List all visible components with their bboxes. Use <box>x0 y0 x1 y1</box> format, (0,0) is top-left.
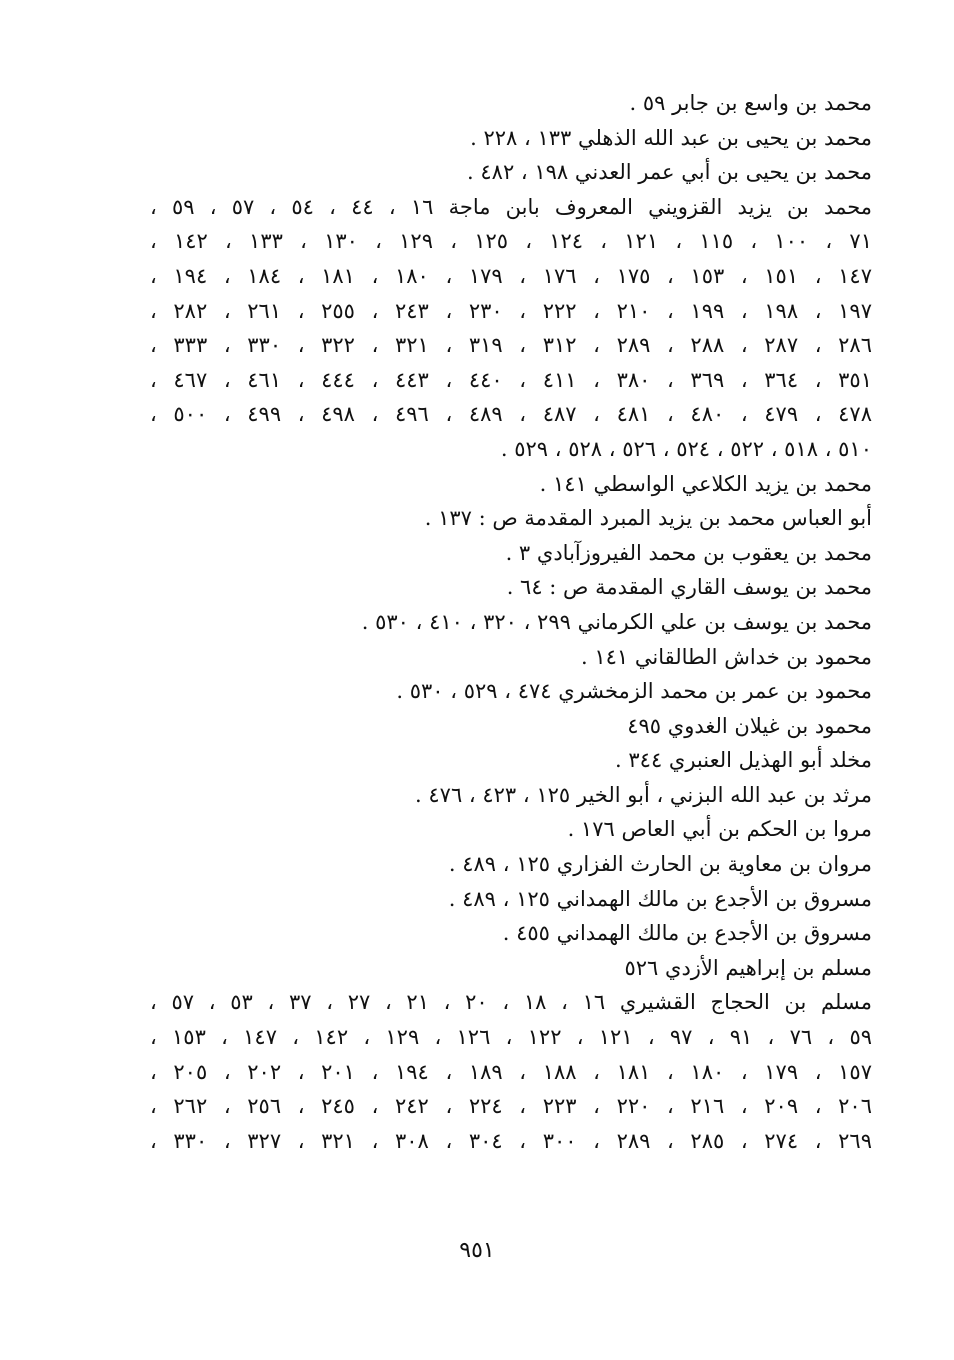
index-line: مسروق بن الأجدع بن مالك الهمداني ١٢٥ ، ٤٨٩ . <box>448 886 872 911</box>
index-line: محمد بن يوسف بن علي الكرماني ٢٩٩ ، ٣٢٠ ، ٤١٠ ، ٥٣٠ . <box>361 609 872 634</box>
index-line: محمود بن خداش الطالقاني ١٤١ . <box>581 644 872 669</box>
index-line: ٤٧٨ ، ٤٧٩ ، ٤٨٠ ، ٤٨١ ، ٤٨٧ ، ٤٨٩ ، ٤٩٦ ، ٤٩٨ ، ٤٩٩ ، ٥٠٠ ، <box>150 402 872 427</box>
index-line: مسلم بن الحجاج القشيري ١٦ ، ١٨ ، ٢٠ ، ٢١ ، ٢٧ ، ٣٧ ، ٥٣ ، ٥٧ ، <box>150 990 872 1015</box>
index-line: ٢٦٩ ، ٢٧٤ ، ٢٨٥ ، ٢٨٩ ، ٣٠٠ ، ٣٠٤ ، ٣٠٨ ، ٣٢١ ، ٣٢٧ ، ٣٣٠ ، <box>150 1128 872 1153</box>
index-line: أبو العباس محمد بن يزيد المبرد المقدمة ص : ١٣٧ . <box>424 506 872 531</box>
index-line: محمود بن غيلان الغدوي ٤٩٥ <box>627 713 872 738</box>
index-line: مسروق بن الأجدع بن مالك الهمداني ٤٥٥ . <box>502 921 872 946</box>
index-line: محمد بن يحيى بن أبي عمر العدني ١٩٨ ، ٤٨٢ . <box>467 160 872 185</box>
page-number: ٩٥١ <box>459 1238 495 1263</box>
index-line: محمد بن واسع بن جابر ٥٩ . <box>629 91 872 115</box>
index-line: ٢٨٦ ، ٢٨٧ ، ٢٨٨ ، ٢٨٩ ، ٣١٢ ، ٣١٩ ، ٣٢١ ، ٣٢٢ ، ٣٣٠ ، ٣٣٣ ، <box>150 333 872 358</box>
index-line: محمد بن يحيى بن عبد الله الذهلي ١٣٣ ، ٢٢٨ . <box>470 125 872 150</box>
index-line: محمد بن يزيد القزويني المعروف بابن ماجة ١٦ ، ٤٤ ، ٥٤ ، ٥٧ ، ٥٩ ، <box>150 194 873 219</box>
index-line: ٥٩ ، ٧٦ ، ٩١ ، ٩٧ ، ١٢١ ، ١٢٢ ، ١٢٦ ، ١٢٩ ، ١٤٢ ، ١٤٧ ، ١٥٣ ، <box>150 1025 872 1050</box>
index-line: مخلد أبو الهذيل العنبري ٣٤٤ . <box>615 748 872 773</box>
index-line: ١٤٧ ، ١٥١ ، ١٥٣ ، ١٧٥ ، ١٧٦ ، ١٧٩ ، ١٨٠ ، ١٨١ ، ١٨٤ ، ١٩٤ ، <box>150 263 872 288</box>
index-line: ١٥٧ ، ١٧٩ ، ١٨٠ ، ١٨١ ، ١٨٨ ، ١٨٩ ، ١٩٤ ، ٢٠١ ، ٢٠٢ ، ٢٠٥ ، <box>150 1059 872 1084</box>
index-line: مسلم بن إبراهيم الأزدي ٥٢٦ <box>624 955 872 980</box>
index-line: ٢٠٦ ، ٢٠٩ ، ٢١٦ ، ٢٢٠ ، ٢٢٣ ، ٢٢٤ ، ٢٤٢ ، ٢٤٥ ، ٢٥٦ ، ٢٦٢ ، <box>150 1094 872 1119</box>
index-line: محمد بن يوسف القاري المقدمة ص : ٦٤ . <box>506 575 872 600</box>
index-line: مروان بن معاوية بن الحارث الفزاري ١٢٥ ، ٤٨٩ . <box>448 852 872 877</box>
index-line: محمود بن عمر بن محمد الزمخشري ٤٧٤ ، ٥٢٩ ، ٥٣٠ . <box>396 679 872 704</box>
index-line: مرثد بن عبد الله البزني ، أبو الخير ١٢٥ ، ٤٢٣ ، ٤٧٦ . <box>415 782 872 807</box>
index-line: ٥١٠ ، ٥١٨ ، ٥٢٢ ، ٥٢٤ ، ٥٢٦ ، ٥٢٨ ، ٥٢٩ . <box>500 436 872 461</box>
index-line: محمد بن يزيد الكلاعي الواسطي ١٤١ . <box>539 471 872 496</box>
index-line: محمد بن يعقوب بن محمد الفيروزآبادي ٣ . <box>505 540 872 565</box>
index-line: ١٩٧ ، ١٩٨ ، ١٩٩ ، ٢١٠ ، ٢٢٢ ، ٢٣٠ ، ٢٤٣ ، ٢٥٥ ، ٢٦١ ، ٢٨٢ ، <box>150 298 872 323</box>
index-line: مروا بن الحكم بن أبي العاص ١٧٦ . <box>567 817 872 842</box>
name-index-list <box>150 86 872 1158</box>
index-line: ٧١ ، ١٠٠ ، ١١٥ ، ١٢١ ، ١٢٤ ، ١٢٥ ، ١٢٩ ، ١٣٠ ، ١٣٣ ، ١٤٢ ، <box>150 229 872 254</box>
index-line: ٣٥١ ، ٣٦٤ ، ٣٦٩ ، ٣٨٠ ، ٤١١ ، ٤٤٠ ، ٤٤٣ ، ٤٤٤ ، ٤٦١ ، ٤٦٧ ، <box>150 367 872 392</box>
